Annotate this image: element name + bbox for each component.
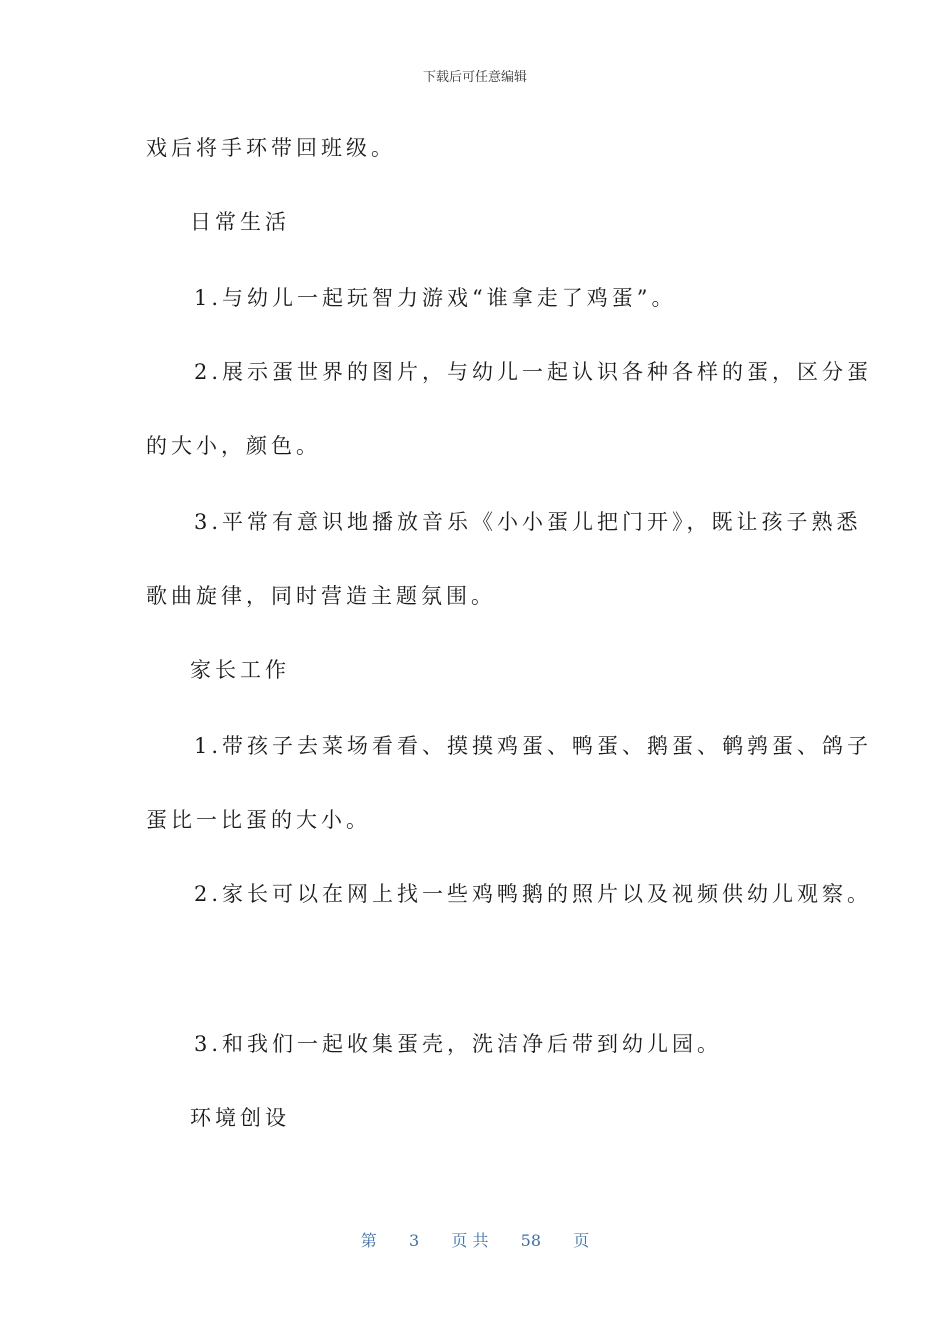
text-line: 的大小，颜色。 <box>146 434 321 458</box>
list-item: 1.与幼儿一起玩智力游戏“谁拿走了鸡蛋”。 <box>194 286 677 310</box>
page-footer <box>0 1228 950 1251</box>
section-heading-parent-work: 家长工作 <box>190 658 290 682</box>
text-line: 戏后将手环带回班级。 <box>146 136 396 160</box>
page-mid: 页 共 <box>451 1231 489 1250</box>
section-heading-daily-life: 日常生活 <box>190 210 290 234</box>
list-item: 2.家长可以在网上找一些鸡鸭鹅的照片以及视频供幼儿观察。 <box>194 882 873 906</box>
text-line: 歌曲旋律，同时营造主题氛围。 <box>146 584 496 608</box>
list-item: 1.带孩子去菜场看看、摸摸鸡蛋、鸭蛋、鹅蛋、鹌鹑蛋、鸽子 <box>194 734 873 758</box>
page-header: 下载后可任意编辑 <box>422 70 527 85</box>
page-suffix: 页 <box>573 1231 590 1250</box>
list-item: 2.展示蛋世界的图片，与幼儿一起认识各种各样的蛋，区分蛋 <box>194 360 873 384</box>
list-item: 3.平常有意识地播放音乐《小小蛋儿把门开》，既让孩子熟悉 <box>194 510 862 534</box>
list-item: 3.和我们一起收集蛋壳，洗洁净后带到幼儿园。 <box>194 1032 723 1056</box>
text-line: 蛋比一比蛋的大小。 <box>146 808 371 832</box>
page-prefix: 第 <box>360 1231 377 1250</box>
page-current: 3 <box>408 1231 420 1250</box>
page-total: 58 <box>520 1231 541 1250</box>
section-heading-environment: 环境创设 <box>190 1106 290 1130</box>
